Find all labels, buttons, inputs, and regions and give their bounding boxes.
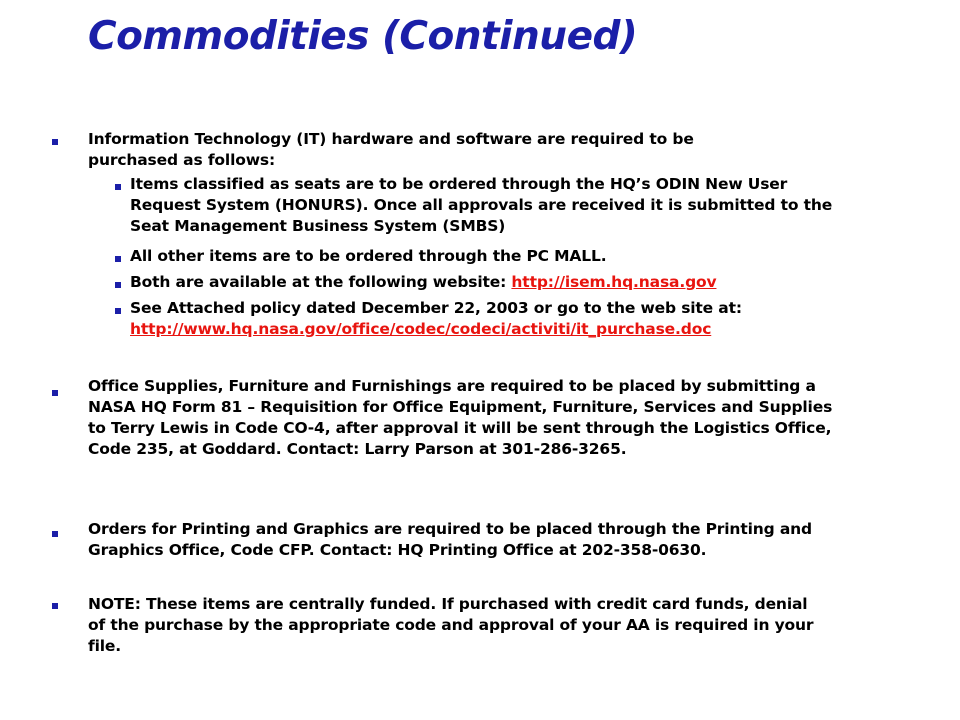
sub-bullet-marker bbox=[115, 282, 121, 288]
bullet-marker bbox=[52, 603, 58, 609]
sub-bullet-policy bbox=[130, 298, 820, 340]
sub-bullet-marker bbox=[115, 184, 121, 190]
bullet-printing-text: Orders for Printing and Graphics are required to be placed through the Printing and Graphics Office, Code CFP. Contact: HQ Printing Office at 202-358-0630. bbox=[88, 520, 812, 559]
sub-bullet-marker bbox=[115, 256, 121, 262]
bullet-marker bbox=[52, 390, 58, 396]
website-label: Both are available at the following website: bbox=[130, 273, 512, 291]
sub-bullet-seats-text: Items classified as seats are to be ordered through the HQ’s ODIN New User Request System (HONURS). Once all approvals are received it is submitted to the Seat Management Business System (SMBS) bbox=[130, 175, 833, 235]
bullet-marker bbox=[52, 531, 58, 537]
isem-website-link[interactable]: http://isem.hq.nasa.gov bbox=[511, 273, 717, 291]
bullet-office-supplies-text: Office Supplies, Furniture and Furnishings are required to be placed by submitting a NASA HQ Form 81 – Requisition for Office Equipment, Furniture, Services and Supplies to Terry Lewis in Code CO-4, after approval it will be sent through the Logistics Office, Code 235, at Goddard. Contact: Larry Parson at 301-286-3265. bbox=[88, 377, 833, 458]
sub-bullet-marker bbox=[115, 308, 121, 314]
it-purchase-policy-link[interactable]: http://www.hq.nasa.gov/office/codec/codeci/activiti/it_purchase.doc bbox=[130, 320, 712, 338]
sub-bullet-website bbox=[130, 272, 855, 293]
slide-title: Commodities (Continued) bbox=[88, 14, 638, 59]
bullet-note-text: NOTE: These items are centrally funded. If purchased with credit card funds, denial of the purchase by the appropriate code and approval of your AA is required in your file. bbox=[88, 595, 814, 655]
bullet-it-text: Information Technology (IT) hardware and software are required to be purchased as follows: bbox=[88, 130, 694, 169]
sub-bullet-pcmall-text: All other items are to be ordered through the PC MALL. bbox=[130, 247, 607, 265]
policy-label: See Attached policy dated December 22, 2003 or go to the web site at: bbox=[130, 299, 742, 317]
bullet-marker bbox=[52, 139, 58, 145]
